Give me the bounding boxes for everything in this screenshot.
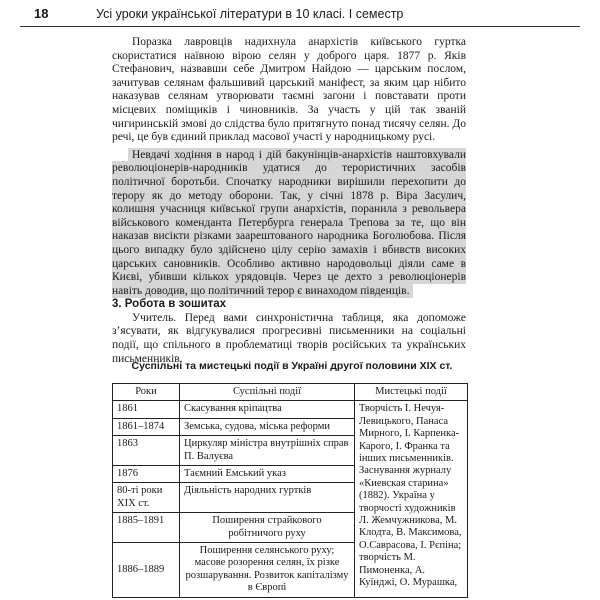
table-caption: Суспільні та мистецькі події в Україні другої половини XIX ст. <box>131 360 453 372</box>
table-row <box>113 401 468 418</box>
year-cell: 1876 <box>113 466 180 483</box>
year-cell: 80-ті роки XIX ст. <box>113 483 180 513</box>
section-title: 3. Робота в зошитах <box>112 298 227 311</box>
event-cell: Поширення страйкового робітничого руху <box>180 513 355 543</box>
highlighted-paragraph: Невдачі ходіння в народ і дій бакунінців-анархістів наштовхували революціонерів-народників удатися до терористичних засобів політичної боротьби. Спочатку народники вирішили перехопити до терору як до методу оборони. Так, у січні 1878 р. Віра Засулич, колишня учасниця київської групи анархістів, поранила з револьвера військового коменданта Петербурга генерала Трепова за те, що він наказав висікти різками заарештованого народника Боголюбова. Після цього випадку було здійснено цілу серію замахів і вбивств високих царських сановників. Особливо активно народовольці діяли саме в Києві, убивши кількох урядовців. Через це дехто з революціонерів навіть доводив, що політичний терор є винаходом південців. <box>112 148 466 297</box>
paragraph-2 <box>112 149 466 299</box>
year-cell: 1886–1889 <box>113 543 180 598</box>
year-cell: 1861–1874 <box>113 418 180 435</box>
arts-cell: Творчість І. Нечуя-Левицького, Панаса Мирного, І. Карпенка-Карого, І. Франка та інших письменників. Заснування журналу «Киевская старина» (1882). Україна у творчості художників Л. Жемчужникова, М. Клодта, В. Максимова, О.Саврасова, І. Рєпіна; творчість М. Пимоненка, А. Куїнджі, О. Мурашка, <box>355 401 468 597</box>
event-cell: Циркуляр міністра внутрішніх справ П. Валуєва <box>180 436 355 466</box>
event-cell: Діяльність народних гуртків <box>180 483 355 513</box>
table-header-row <box>113 384 468 401</box>
synchronistic-table <box>112 383 468 598</box>
event-cell: Скасування кріпацтва <box>180 401 355 418</box>
year-cell: 1861 <box>113 401 180 418</box>
event-cell: Земська, судова, міська реформи <box>180 418 355 435</box>
year-cell: 1863 <box>113 436 180 466</box>
header-years: Роки <box>113 384 180 401</box>
event-cell: Поширення селянського руху; масове розорення селян, їх різке розшарування. Розвиток капіталізму в Європі <box>180 543 355 598</box>
header-social: Суспільні події <box>180 384 355 401</box>
page-header <box>20 4 580 27</box>
paragraph-3: Учитель. Перед вами синхроністична таблиця, яка допоможе з’ясувати, як відгукувалися прогресивні письменники на соціальні події, що спільного в проблематиці творів російських та українських письменників. <box>112 311 466 365</box>
running-title: Усі уроки української літератури в 10 класі. І семестр <box>96 7 404 21</box>
main-text <box>112 36 466 366</box>
page-number: 18 <box>34 6 49 21</box>
header-arts: Мистецькі події <box>355 384 468 401</box>
year-cell: 1885–1891 <box>113 513 180 543</box>
event-cell: Таємний Емський указ <box>180 466 355 483</box>
paragraph-1: Поразка лавровців надихнула анархістів київського гуртка скористатися наївною вірою селян у доброго царя. 1877 р. Яків Стефанович, назвавши себе Дмитром Найдою — царським послом, зачитував селянам фальшивий царський маніфест, за яким цар нібито наказував селянам утворювати таємні загони і повставати проти місцевих поміщиків і чиновників. За участь у цій так званій чигиринській змові до слідства було притягнуто понад тисячу селян. До речі, це був єдиний приклад масової участі у народницькому русі. <box>112 36 466 144</box>
